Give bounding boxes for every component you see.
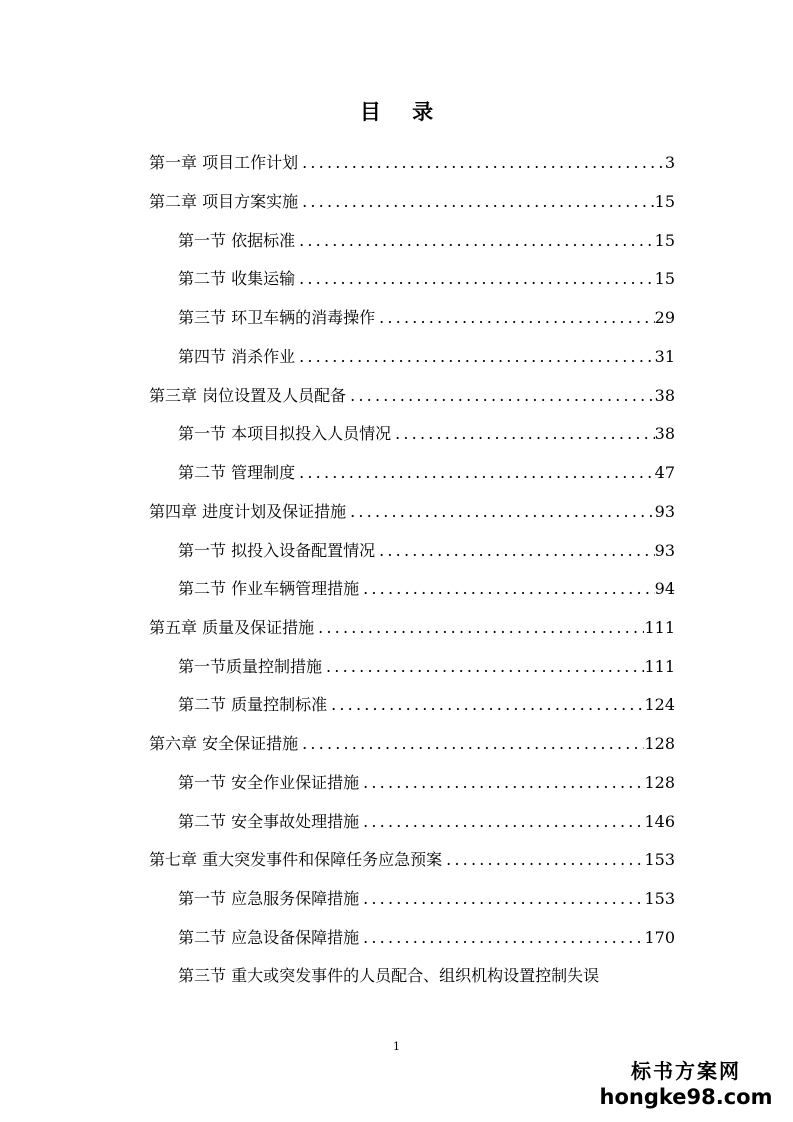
toc-entry-page: 111 <box>644 618 675 637</box>
toc-dot-leader <box>295 338 655 376</box>
toc-entry-section[interactable] <box>178 222 675 260</box>
toc-entry-section[interactable] <box>178 532 675 570</box>
toc-entry-chapter-3[interactable] <box>149 377 675 415</box>
toc-dot-leader <box>295 260 655 298</box>
toc-dot-leader <box>298 725 644 763</box>
toc-entry-section[interactable] <box>178 648 675 686</box>
toc-dot-leader <box>298 183 655 221</box>
toc-entry-page: 15 <box>654 269 675 288</box>
page-number: 1 <box>393 1040 400 1053</box>
toc-entry-section[interactable] <box>178 764 675 802</box>
toc-entry-page: 38 <box>654 386 675 405</box>
toc-title: 目 录 <box>359 99 446 124</box>
toc-entry-page: 93 <box>654 502 675 521</box>
watermark-logo <box>591 1058 781 1110</box>
toc-entry-label: 第二节 应急设备保障措施 <box>178 928 360 947</box>
toc-entry-chapter-6[interactable] <box>149 725 675 763</box>
toc-entry-label: 第三章 岗位设置及人员配备 <box>149 386 347 405</box>
toc-entry-chapter-2[interactable] <box>149 183 675 221</box>
toc-entry-page: 128 <box>644 734 675 753</box>
toc-dot-leader <box>314 609 644 647</box>
toc-entry-label: 第二章 项目方案实施 <box>149 192 299 211</box>
toc-entry-page: 153 <box>644 850 675 869</box>
toc-entry-label: 第一节 拟投入设备配置情况 <box>178 541 376 560</box>
toc-entry-page: 38 <box>654 424 675 443</box>
toc-entry-label: 第一节 本项目拟投入人员情况 <box>178 424 392 443</box>
watermark-text: 标书方案网 <box>631 1059 741 1083</box>
toc-dot-leader <box>359 570 655 608</box>
toc-dot-leader <box>298 144 665 182</box>
toc-entry-label: 第一节 依据标准 <box>178 231 296 250</box>
toc-entry-page: 93 <box>654 541 675 560</box>
toc-entry-label: 第四节 消杀作业 <box>178 347 296 366</box>
toc-entry-label: 第三节 环卫车辆的消毒操作 <box>178 308 376 327</box>
toc-entry-label: 第六章 安全保证措施 <box>149 734 299 753</box>
toc-entry-section[interactable] <box>178 686 675 724</box>
toc-entry-page: 146 <box>644 812 675 831</box>
toc-entry-label: 第一节 应急服务保障措施 <box>178 889 360 908</box>
toc-entry-label: 第一节质量控制措施 <box>178 657 323 676</box>
toc-entry-label: 第一章 项目工作计划 <box>149 153 299 172</box>
toc-entry-section[interactable] <box>178 454 675 492</box>
toc-dot-leader <box>327 686 644 724</box>
toc-dot-leader <box>359 803 644 841</box>
toc-dot-leader <box>346 377 655 415</box>
toc-dot-leader <box>375 532 655 570</box>
toc-entry-label: 第二节 安全事故处理措施 <box>178 812 360 831</box>
toc-entry-page: 170 <box>644 928 675 947</box>
toc-entry-label: 第三节 重大或突发事件的人员配合、组织机构设置控制失误 <box>178 966 600 985</box>
toc-entry-page: 94 <box>654 579 675 598</box>
toc-entry-chapter-4[interactable] <box>149 493 675 531</box>
toc-entry-label: 第二节 质量控制标准 <box>178 695 328 714</box>
toc-entry-label: 第四章 进度计划及保证措施 <box>149 502 347 521</box>
toc-dot-leader <box>322 648 644 686</box>
toc-entry-page: 15 <box>654 192 675 211</box>
toc-entry-page: 31 <box>654 347 675 366</box>
toc-entry-label: 第五章 质量及保证措施 <box>149 618 315 637</box>
toc-dot-leader <box>359 764 644 802</box>
toc-entry-label: 第二节 作业车辆管理措施 <box>178 579 360 598</box>
toc-entry-page: 128 <box>644 773 675 792</box>
toc-entry-page: 29 <box>654 308 675 327</box>
toc-dot-leader <box>295 454 655 492</box>
toc-dot-leader <box>375 299 655 337</box>
toc-entry-section[interactable] <box>178 880 675 918</box>
toc-entry-chapter-5[interactable] <box>149 609 675 647</box>
toc-entry-page: 124 <box>644 695 675 714</box>
toc-entry-label: 第一节 安全作业保证措施 <box>178 773 360 792</box>
toc-entry-chapter-7[interactable] <box>149 841 675 879</box>
toc-entry-page: 3 <box>664 153 675 172</box>
toc-dot-leader <box>359 919 644 957</box>
toc-entry-section[interactable] <box>178 338 675 376</box>
toc-entry-page: 47 <box>654 463 675 482</box>
toc-dot-leader <box>391 415 655 453</box>
toc-entry-section[interactable] <box>178 957 675 995</box>
toc-dot-leader <box>442 841 644 879</box>
toc-entry-label: 第二节 收集运输 <box>178 269 296 288</box>
toc-entry-label: 第二节 管理制度 <box>178 463 296 482</box>
toc-entry-page: 111 <box>644 657 675 676</box>
toc-dot-leader <box>359 880 644 918</box>
toc-entry-section[interactable] <box>178 415 675 453</box>
toc-dot-leader <box>295 222 655 260</box>
toc-entry-page: 15 <box>654 231 675 250</box>
toc-dot-leader <box>346 493 655 531</box>
toc-entry-label: 第七章 重大突发事件和保障任务应急预案 <box>149 850 443 869</box>
toc-entry-section[interactable] <box>178 299 675 337</box>
toc-entry-chapter-1[interactable] <box>149 144 675 182</box>
toc-entry-section[interactable] <box>178 803 675 841</box>
toc-entry-section[interactable] <box>178 260 675 298</box>
watermark-url: hongke98.com <box>599 1085 773 1109</box>
toc-entry-page: 153 <box>644 889 675 908</box>
toc-entry-section[interactable] <box>178 570 675 608</box>
toc-entry-section[interactable] <box>178 919 675 957</box>
